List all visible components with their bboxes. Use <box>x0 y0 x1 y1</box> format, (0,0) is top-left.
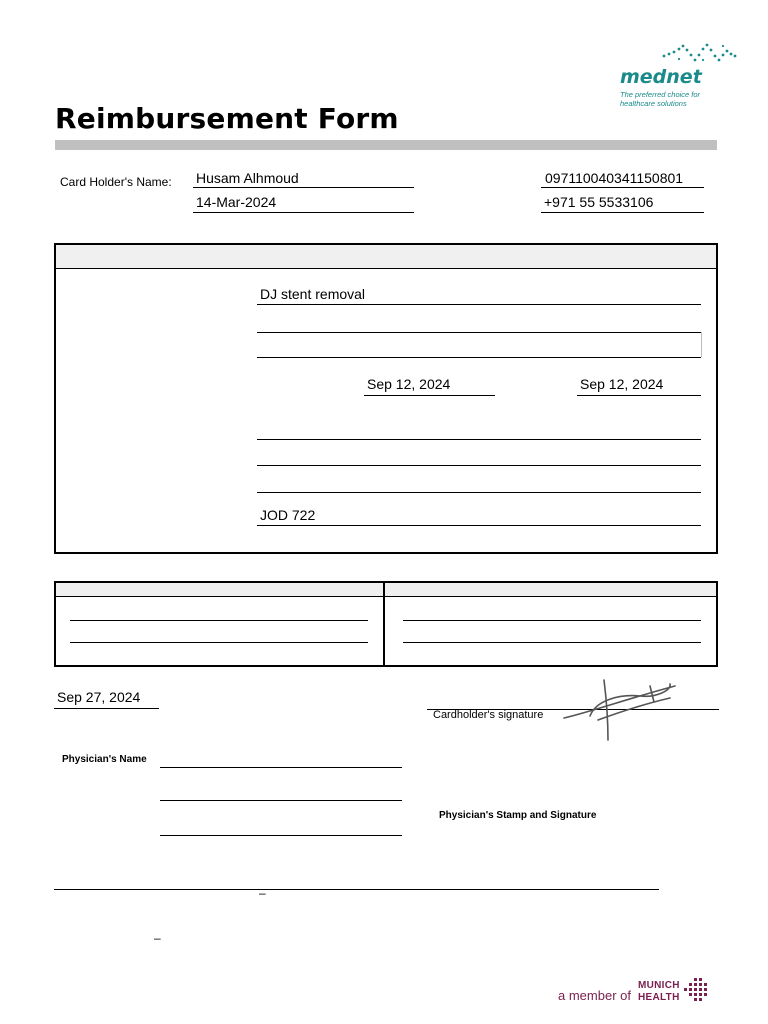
dash-mark-1: – <box>259 886 266 900</box>
card-holder-name-field[interactable]: Husam Alhmoud <box>193 170 414 188</box>
card-holder-name-label: Card Holder's Name: <box>60 175 172 189</box>
handwritten-signature <box>560 676 680 746</box>
date-field[interactable]: 14-Mar-2024 <box>193 194 414 213</box>
bottom-rule <box>54 889 659 890</box>
munich-health-line1: MUNICH <box>638 980 680 991</box>
logo-name: mednet <box>620 66 702 88</box>
amount-field[interactable]: JOD 722 <box>257 507 701 526</box>
treatment-line-3[interactable] <box>257 357 701 358</box>
date-to-field[interactable]: Sep 12, 2024 <box>577 376 701 396</box>
right-column-line-1[interactable] <box>403 620 701 621</box>
left-column-line-1[interactable] <box>70 620 368 621</box>
treatment-line-3-edge <box>701 332 702 357</box>
logo-tagline-line1: The preferred choice for <box>620 90 701 99</box>
treatment-line-2[interactable] <box>257 332 701 333</box>
title-divider <box>55 140 717 150</box>
munich-health-logo <box>638 980 714 1006</box>
logo-tagline-line2: healthcare solutions <box>620 99 687 108</box>
bank-details-box <box>54 581 718 667</box>
member-of-text: a member of <box>558 988 631 1003</box>
left-column-line-2[interactable] <box>70 642 368 643</box>
dotted-wave-icon <box>660 42 738 68</box>
bank-box-header <box>56 583 716 597</box>
treatment-line-6[interactable] <box>257 465 701 466</box>
treatment-box-header <box>56 245 716 269</box>
physician-name-label: Physician's Name <box>62 754 147 765</box>
munich-health-line2: HEALTH <box>638 992 680 1003</box>
signature-date-field[interactable]: Sep 27, 2024 <box>54 689 159 709</box>
date-from-field[interactable]: Sep 12, 2024 <box>364 376 495 396</box>
bank-box-divider <box>383 583 385 665</box>
cardholder-signature-label: Cardholder's signature <box>433 709 544 721</box>
physician-line-3[interactable] <box>160 835 402 836</box>
treatment-description-field[interactable]: DJ stent removal <box>257 286 701 305</box>
physician-name-line[interactable] <box>160 767 402 768</box>
form-title: Reimbursement Form <box>55 102 399 135</box>
phone-field[interactable]: +971 55 5533106 <box>541 194 704 213</box>
card-number-field[interactable]: 097110040341150801 <box>541 170 704 188</box>
treatment-line-7[interactable] <box>257 492 701 493</box>
right-column-line-2[interactable] <box>403 642 701 643</box>
physician-stamp-label: Physician's Stamp and Signature <box>439 810 597 821</box>
mednet-logo <box>618 42 738 112</box>
treatment-line-5[interactable] <box>257 439 701 440</box>
dash-mark-2: – <box>154 931 161 945</box>
cross-grid-icon <box>684 978 710 1004</box>
physician-line-2[interactable] <box>160 800 402 801</box>
